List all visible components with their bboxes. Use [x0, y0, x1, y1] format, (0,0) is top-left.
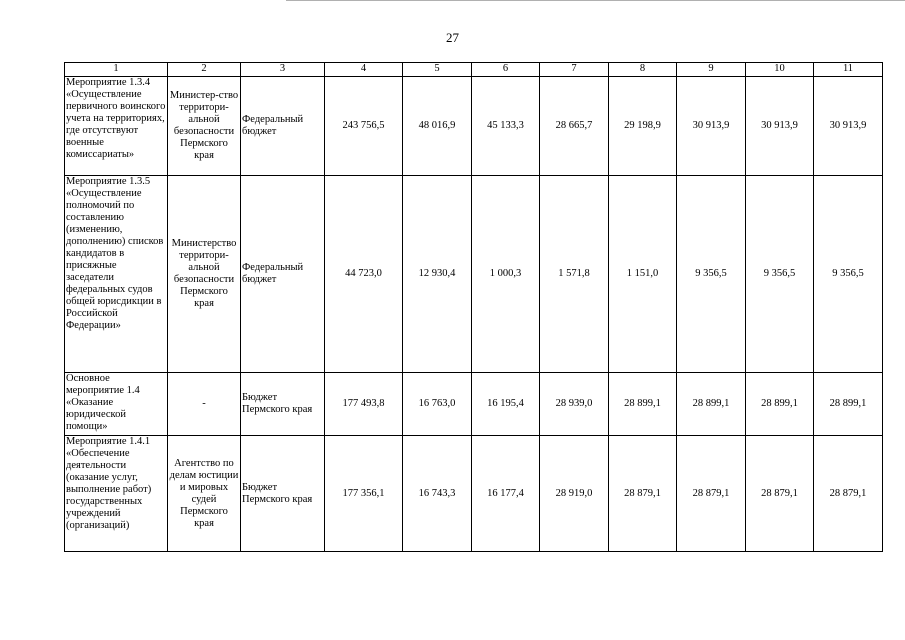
scan-edge-line — [286, 0, 905, 1]
funding-source-cell: Бюджет Пермского края — [241, 436, 325, 552]
value-cell: 28 939,0 — [540, 373, 609, 436]
header-cell: 1 — [65, 63, 168, 77]
responsible-org-cell: Министер-ство территори-альной безопасности Пермского края — [168, 77, 241, 176]
value-cell: 16 195,4 — [472, 373, 540, 436]
table-header-row — [65, 63, 883, 77]
budget-table — [64, 62, 883, 552]
table-row — [65, 77, 883, 176]
value-cell: 28 879,1 — [609, 436, 677, 552]
value-cell: 28 919,0 — [540, 436, 609, 552]
activity-name-cell: Основное мероприятие 1.4 «Оказание юридической помощи» — [65, 373, 168, 436]
value-cell: 29 198,9 — [609, 77, 677, 176]
responsible-org-cell: Агентство по делам юстиции и мировых судей Пермского края — [168, 436, 241, 552]
responsible-org-cell: - — [168, 373, 241, 436]
value-cell: 177 493,8 — [325, 373, 403, 436]
value-cell: 30 913,9 — [814, 77, 883, 176]
value-cell: 243 756,5 — [325, 77, 403, 176]
value-cell: 28 879,1 — [746, 436, 814, 552]
value-cell: 177 356,1 — [325, 436, 403, 552]
table-row — [65, 436, 883, 552]
table-row — [65, 176, 883, 373]
value-cell: 1 000,3 — [472, 176, 540, 373]
activity-name-cell: Мероприятие 1.3.5 «Осуществление полномочий по составлению (изменению, дополнению) списков кандидатов в присяжные заседатели федеральных судов общей юрисдикции в Российской Федерации» — [65, 176, 168, 373]
activity-name-cell: Мероприятие 1.3.4 «Осуществление первичного воинского учета на территориях, где отсутствуют военные комиссариаты» — [65, 77, 168, 176]
value-cell: 9 356,5 — [746, 176, 814, 373]
value-cell: 9 356,5 — [677, 176, 746, 373]
header-cell: 3 — [241, 63, 325, 77]
value-cell: 16 763,0 — [403, 373, 472, 436]
value-cell: 12 930,4 — [403, 176, 472, 373]
activity-name-cell: Мероприятие 1.4.1 «Обеспечение деятельности (оказание услуг, выполнение работ) государственных учреждений (организаций) — [65, 436, 168, 552]
header-cell: 7 — [540, 63, 609, 77]
value-cell: 28 899,1 — [746, 373, 814, 436]
value-cell: 16 743,3 — [403, 436, 472, 552]
value-cell: 28 665,7 — [540, 77, 609, 176]
value-cell: 28 879,1 — [677, 436, 746, 552]
header-cell: 10 — [746, 63, 814, 77]
header-cell: 2 — [168, 63, 241, 77]
page-number: 27 — [446, 30, 459, 45]
value-cell: 48 016,9 — [403, 77, 472, 176]
header-cell: 9 — [677, 63, 746, 77]
header-cell: 4 — [325, 63, 403, 77]
header-cell: 6 — [472, 63, 540, 77]
funding-source-cell: Бюджет Пермского края — [241, 373, 325, 436]
value-cell: 28 899,1 — [677, 373, 746, 436]
table-row — [65, 373, 883, 436]
value-cell: 28 899,1 — [814, 373, 883, 436]
value-cell: 30 913,9 — [746, 77, 814, 176]
header-cell: 11 — [814, 63, 883, 77]
value-cell: 1 151,0 — [609, 176, 677, 373]
value-cell: 16 177,4 — [472, 436, 540, 552]
value-cell: 28 879,1 — [814, 436, 883, 552]
header-cell: 8 — [609, 63, 677, 77]
value-cell: 28 899,1 — [609, 373, 677, 436]
value-cell: 44 723,0 — [325, 176, 403, 373]
responsible-org-cell: Министерство территори-альной безопасности Пермского края — [168, 176, 241, 373]
value-cell: 1 571,8 — [540, 176, 609, 373]
value-cell: 9 356,5 — [814, 176, 883, 373]
value-cell: 45 133,3 — [472, 77, 540, 176]
funding-source-cell: Федеральный бюджет — [241, 77, 325, 176]
header-cell: 5 — [403, 63, 472, 77]
funding-source-cell: Федеральный бюджет — [241, 176, 325, 373]
value-cell: 30 913,9 — [677, 77, 746, 176]
